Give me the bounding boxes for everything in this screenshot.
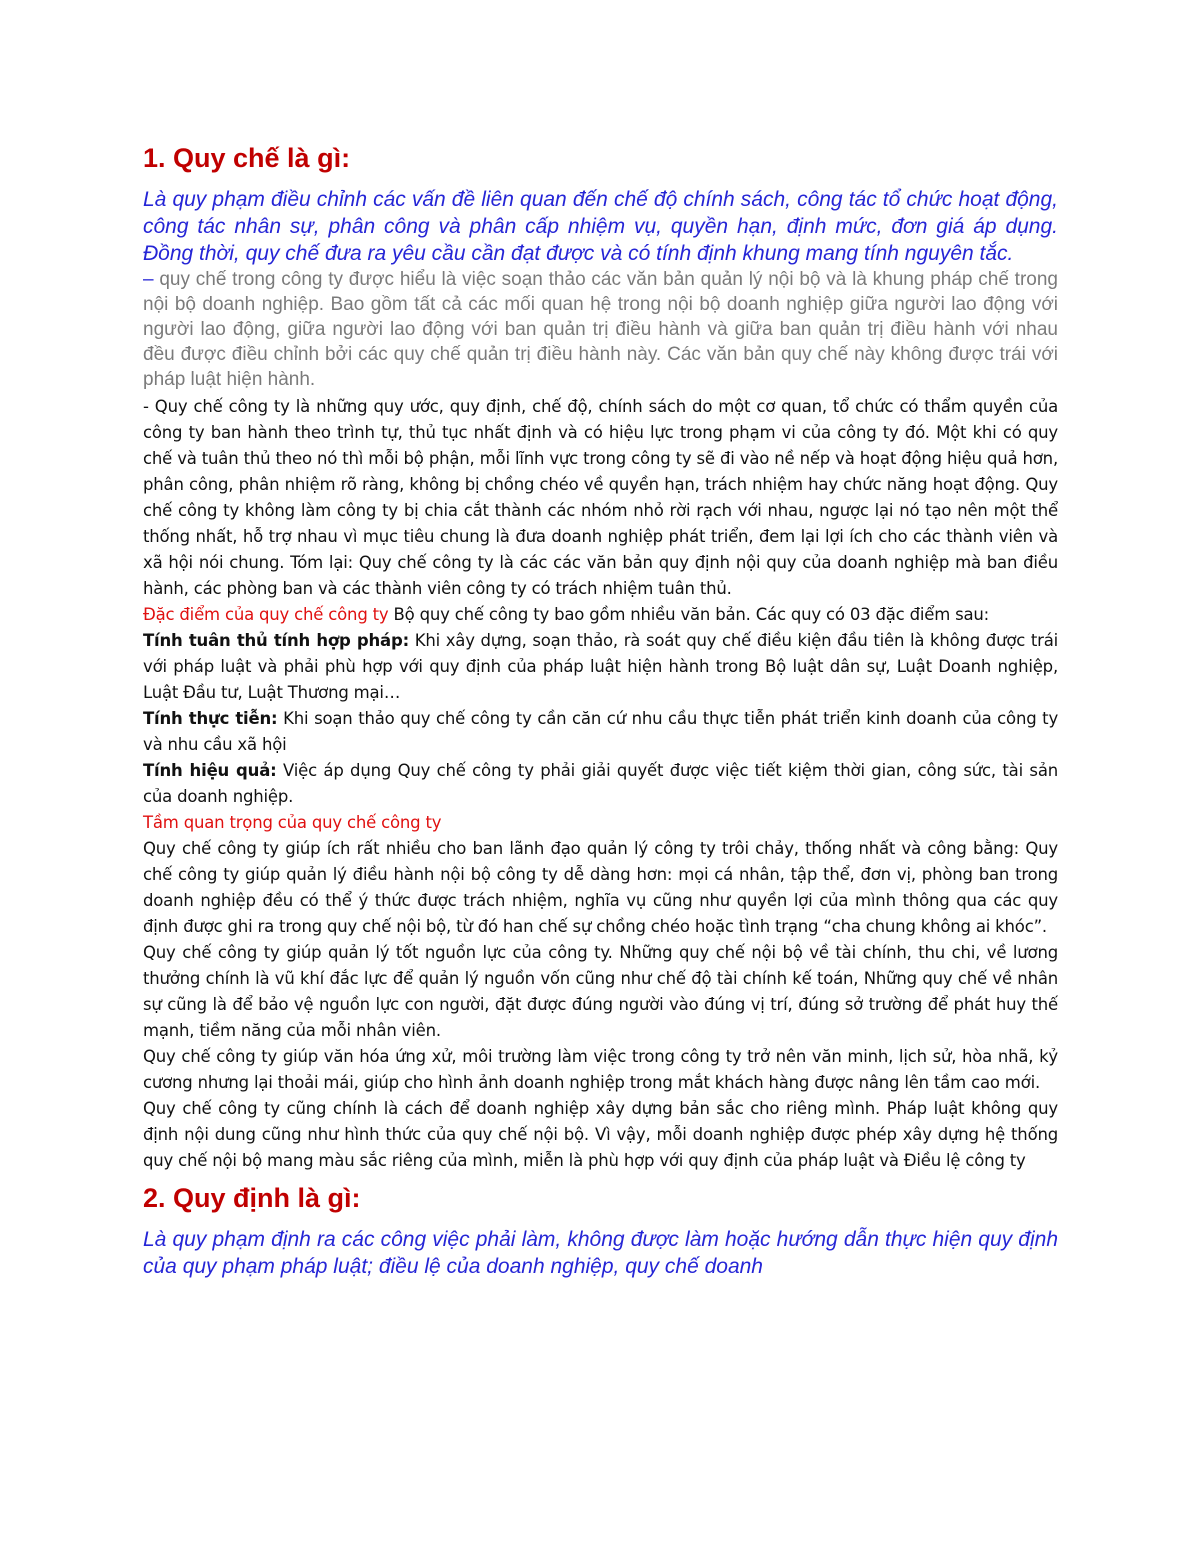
gray-paragraph-text: quy chế trong công ty được hiểu là việc soạn thảo các văn bản quản lý nội bộ và là khung pháp chế trong nội bộ doanh nghiệp. Bao gồm tất cả các mối quan hệ trong nội bộ doanh nghiệp giữa người lao động với người lao động, giữa người lao động với ban quản trị điều hành và giữa ban quản trị điều hành với nhau đều được điều chỉnh bởi các quy chế quản trị điều hành này. Các văn bản quy chế này không được trái với pháp luật hiện hành.	[143, 269, 1058, 390]
section1-heading: 1. Quy chế là gì:	[143, 143, 351, 173]
document-page	[143, 140, 1058, 1280]
dash-marker: –	[143, 269, 154, 290]
feature3-text: Việc áp dụng Quy chế công ty phải giải quyết được việc tiết kiệm thời gian, công sức, tài sản của doanh nghiệp.	[143, 761, 1058, 806]
feature1-text: Khi xây dựng, soạn thảo, rà soát quy chế điều kiện đầu tiên là không được trái với pháp luật và phải phù hợp với quy định của pháp luật hiện hành trong Bộ luật dân sự, Luật Doanh nghiệp, Luật Đầu tư, Luật Thương mại…	[143, 631, 1059, 702]
feature2	[143, 706, 1058, 758]
section1-gray-paragraph	[143, 267, 1058, 392]
features-line	[143, 602, 1058, 628]
feature2-label: Tính thực tiễn:	[143, 709, 278, 728]
importance-paragraph3: Quy chế công ty giúp văn hóa ứng xử, môi trường làm việc trong công ty trở nên văn minh, lịch sử, hòa nhã, kỷ cương nhưng lại thoải mái, giúp cho hình ảnh doanh nghiệp trong mắt khách hàng được nâng lên tầm cao mới.	[143, 1047, 1058, 1092]
section1-paragraph1: - Quy chế công ty là những quy ước, quy định, chế độ, chính sách do một cơ quan, tổ chức có thẩm quyền của công ty ban hành theo trình tự, thủ tục nhất định và có hiệu lực trong phạm vi của công ty đó. Một khi có quy chế và tuân thủ theo nó thì mỗi bộ phận, mỗi lĩnh vực trong công ty sẽ đi vào nề nếp và hoạt động hiệu quả hơn, phân công, phân nhiệm rõ ràng, không bị chồng chéo về quyền hạn, trách nhiệm hay chức năng hoạt động. Quy chế công ty không làm công ty bị chia cắt thành các nhóm nhỏ rời rạch với nhau, ngược lại nó tạo nên một thể thống nhất, hỗ trợ nhau vì mục tiêu chung là đưa doanh nghiệp phát triển, đem lại lợi ích cho các thành viên và xã hội nói chung. Tóm lại: Quy chế công ty là các các văn bản quy định nội quy của doanh nghiệp mà ban điều hành, các phòng ban và các thành viên công ty có trách nhiệm tuân thủ.	[143, 397, 1058, 598]
features-heading: Đặc điểm của quy chế công ty	[143, 605, 389, 624]
features-intro: Bộ quy chế công ty bao gồm nhiều văn bản. Các quy có 03 đặc điểm sau:	[388, 605, 990, 624]
section2-heading: 2. Quy định là gì:	[143, 1183, 361, 1213]
feature3-label: Tính hiệu quả:	[143, 761, 277, 780]
feature1-label: Tính tuân thủ tính hợp pháp:	[143, 631, 409, 650]
importance-paragraph1: Quy chế công ty giúp ích rất nhiều cho ban lãnh đạo quản lý công ty trôi chảy, thống nhất và công bằng: Quy chế công ty giúp quản lý điều hành nội bộ công ty dễ dàng hơn: mọi cá nhân, tập thể, đơn vị, phòng ban trong doanh nghiệp đều có thể ý thức được trách nhiệm, nghĩa vụ cũng như quyền lợi của mình thông qua các quy định được ghi ra trong quy chế nội bộ, từ đó han chế sự chồng chéo hoặc tình trạng “cha chung không ai khóc”.	[143, 839, 1058, 936]
importance-heading: Tầm quan trọng của quy chế công ty	[143, 813, 442, 832]
feature1	[143, 628, 1058, 706]
feature2-text: Khi soạn thảo quy chế công ty cần căn cứ nhu cầu thực tiễn phát triển kinh doanh của công ty và nhu cầu xã hội	[143, 709, 1059, 754]
section1-definition: Là quy phạm điều chỉnh các vấn đề liên quan đến chế độ chính sách, công tác tổ chức hoạt động, công tác nhân sự, phân công và phân cấp nhiệm vụ, quyền hạn, định mức, đơn giá áp dụng. Đồng thời, quy chế đưa ra yêu cầu cần đạt được và có tính định khung mang tính nguyên tắc.	[143, 188, 1058, 265]
section2-definition: Là quy phạm định ra các công việc phải làm, không được làm hoặc hướng dẫn thực hiện quy định của quy phạm pháp luật; điều lệ của doanh nghiệp, quy chế doanh	[143, 1228, 1058, 1278]
importance-paragraph4: Quy chế công ty cũng chính là cách để doanh nghiệp xây dựng bản sắc cho riêng mình. Pháp luật không quy định nội dung cũng như hình thức của quy chế nội bộ. Vì vậy, mỗi doanh nghiệp được phép xây dựng hệ thống quy chế nội bộ mang màu sắc riêng của mình, miễn là phù hợp với quy định của pháp luật và Điều lệ công ty	[143, 1099, 1058, 1170]
feature3	[143, 758, 1058, 810]
importance-paragraph2: Quy chế công ty giúp quản lý tốt nguồn lực của công ty. Những quy chế nội bộ về tài chính, thu chi, về lương thưởng chính là vũ khí đắc lực để quản lý nguồn vốn cũng như chế độ tài chính kế toán, Những quy chế về nhân sự cũng là để bảo vệ nguồn lực con người, đặt được đúng người vào đúng vị trí, đúng sở trường để phát huy thế mạnh, tiềm năng của mỗi nhân viên.	[143, 943, 1058, 1040]
